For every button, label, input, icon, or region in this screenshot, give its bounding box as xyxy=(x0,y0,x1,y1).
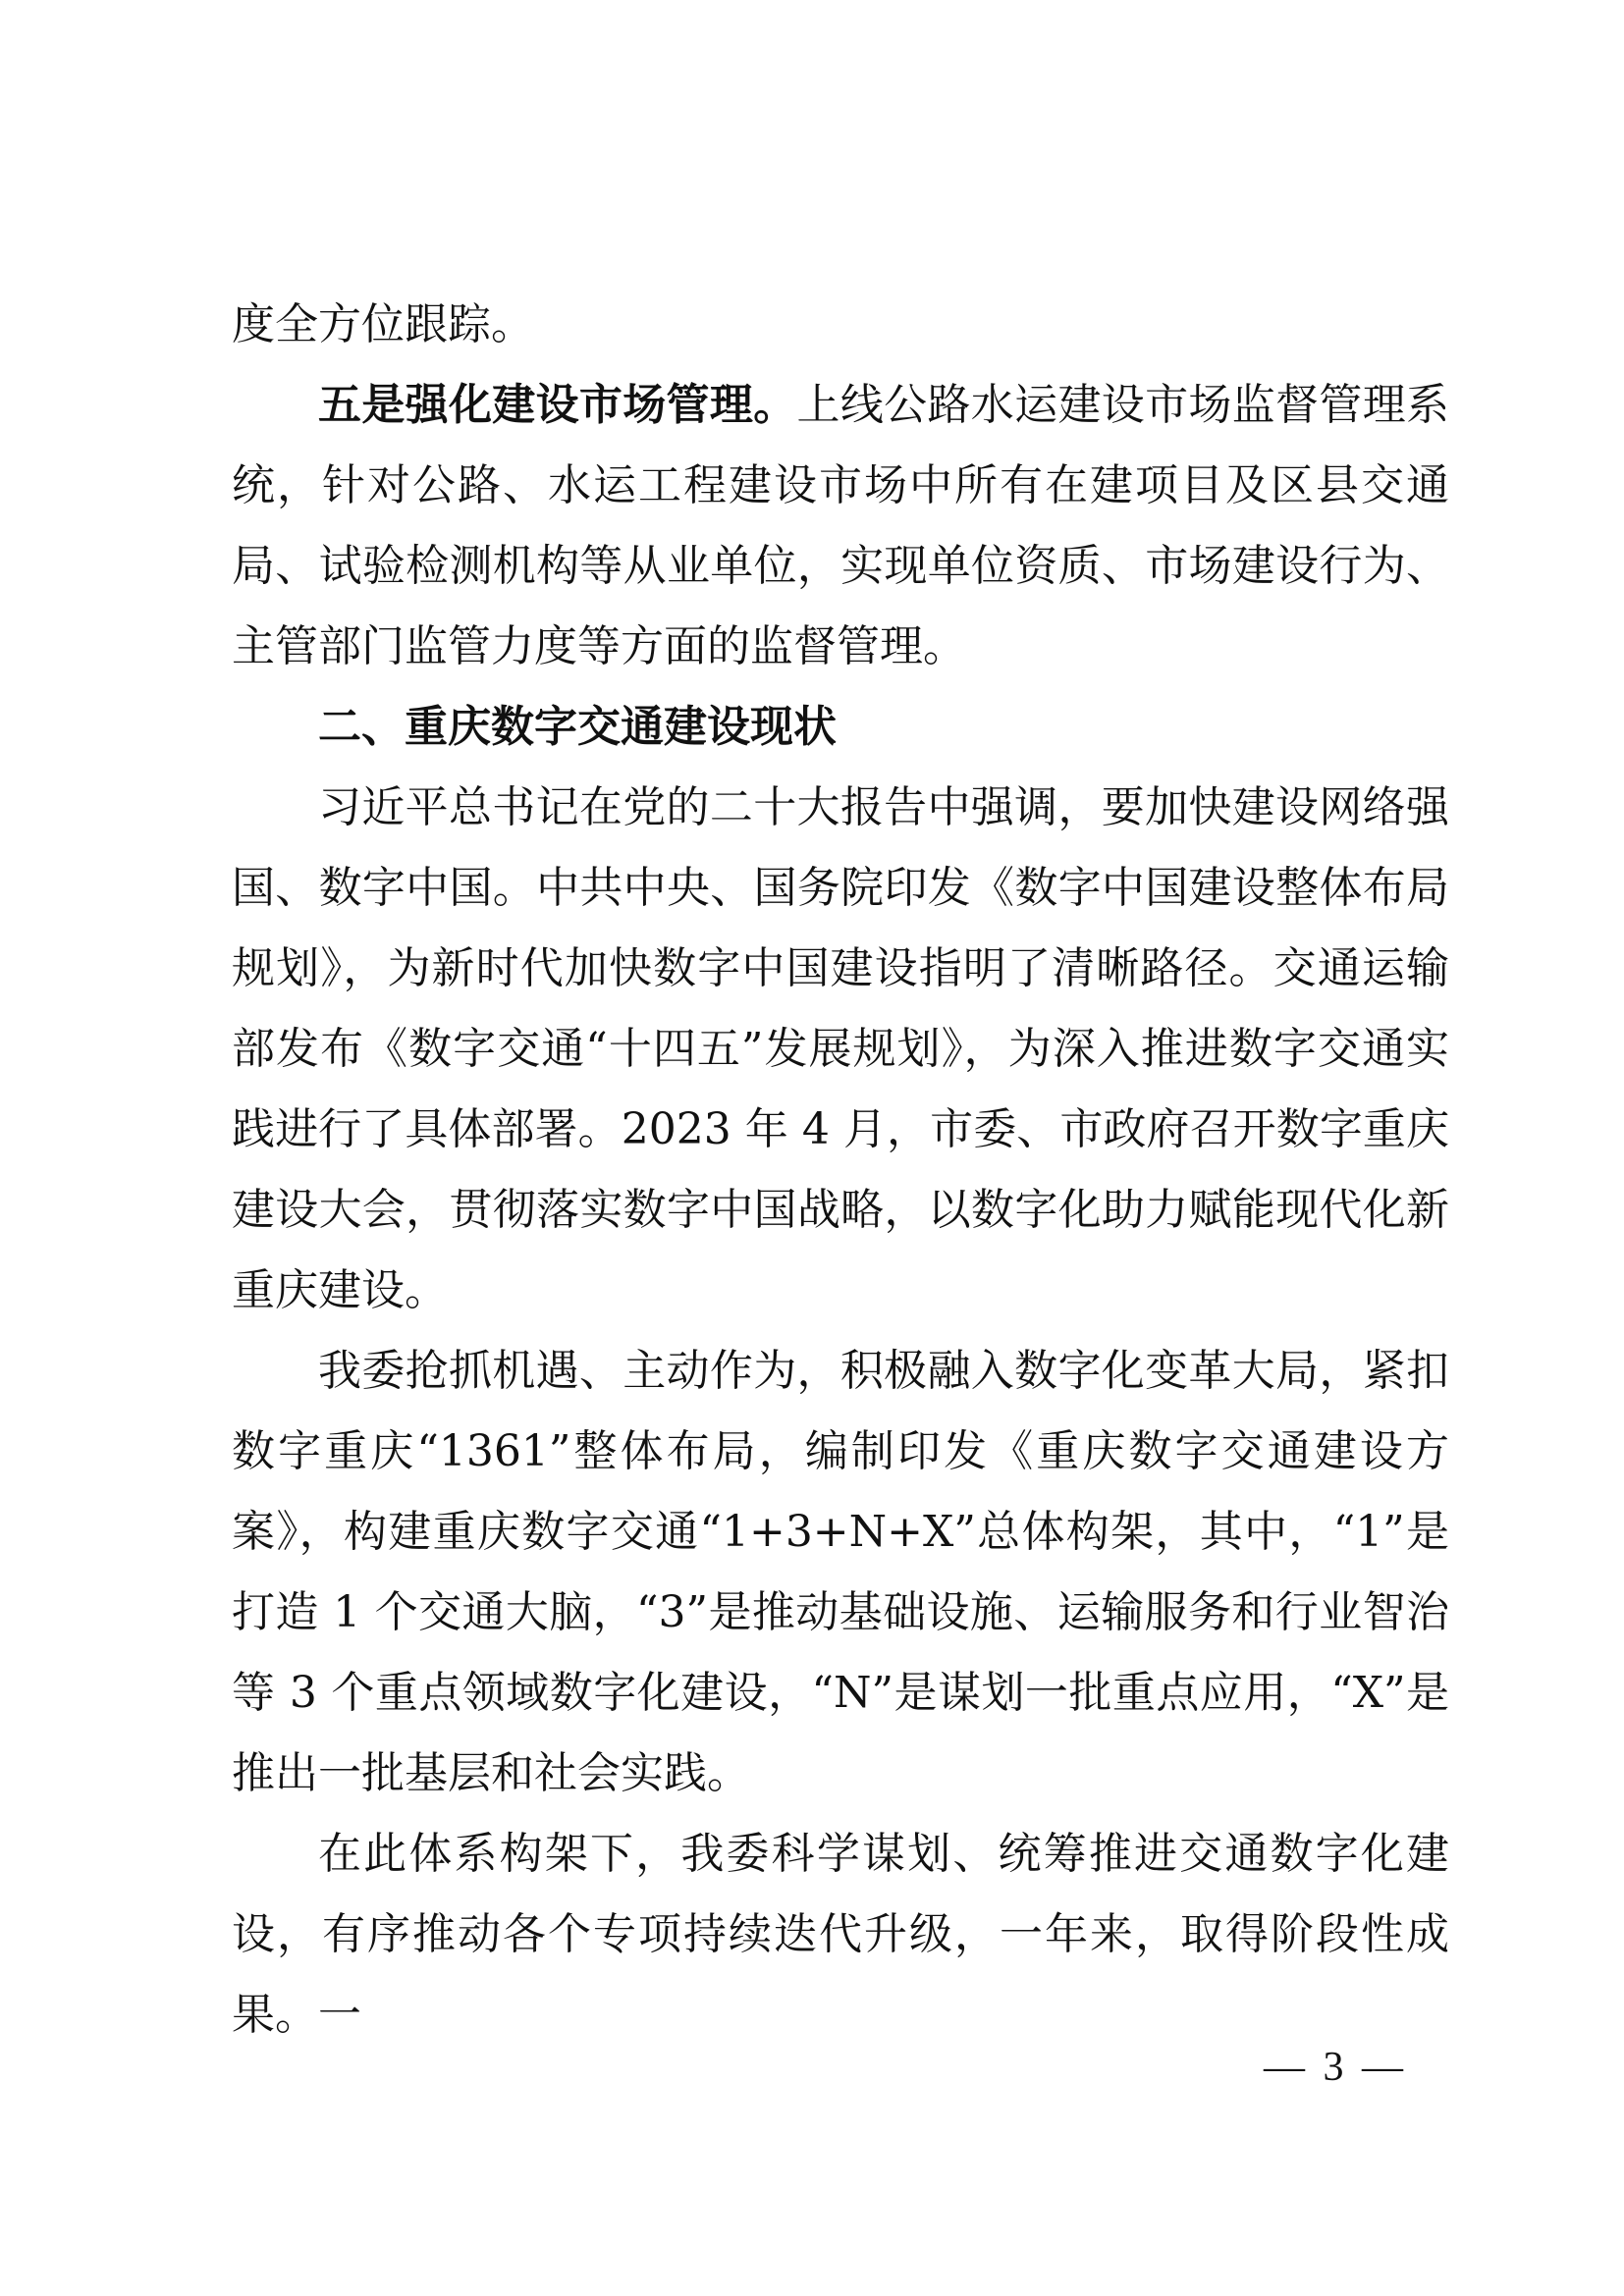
document-body xyxy=(232,285,1449,2056)
paragraph-lead-phrase: 五是强化建设市场管理。 xyxy=(318,380,797,430)
page-number: — 3 — xyxy=(1264,2045,1407,2090)
paragraph-framework: 我委抢抓机遇、主动作为，积极融入数字化变革大局，紧扣数字重庆“1361”整体布局，编制印发《重庆数字交通建设方案》，构建重庆数字交通“1+3+N+X”总体构架，其中，“1”是打造 1 个交通大脑，“3”是推动基础设施、运输服务和行业智治等 3 个重点领域数字化建设，“N”是谋划一批重点应用，“X”是推出一批基层和社会实践。 xyxy=(232,1346,1449,1798)
paragraph-progress: 在此体系构架下，我委科学谋划、统筹推进交通数字化建设，有序推动各个专项持续迭代升级，一年来，取得阶段性成果。一 xyxy=(232,1829,1449,2040)
section-heading: 二、重庆数字交通建设现状 xyxy=(318,702,837,752)
paragraph-market-management xyxy=(232,365,1449,687)
paragraph-continuation: 度全方位跟踪。 xyxy=(232,299,534,349)
paragraph-policy-background: 习近平总书记在党的二十大报告中强调，要加快建设网络强国、数字中国。中共中央、国务院印发《数字中国建设整体布局规划》，为新时代加快数字中国建设指明了清晰路径。交通运输部发布《数字交通“十四五”发展规划》，为深入推进数字交通实践进行了具体部署。2023 年 4 月，市委、市政府召开数字重庆建设大会，贯彻落实数字中国战略，以数字化助力赋能现代化新重庆建设。 xyxy=(232,782,1449,1315)
paragraph-body-text: 上线公路水运建设市场监督管理系统，针对公路、水运工程建设市场中所有在建项目及区县交通局、试验检测机构等从业单位，实现单位资质、市场建设行为、主管部门监管力度等方面的监督管理。 xyxy=(232,380,1450,671)
